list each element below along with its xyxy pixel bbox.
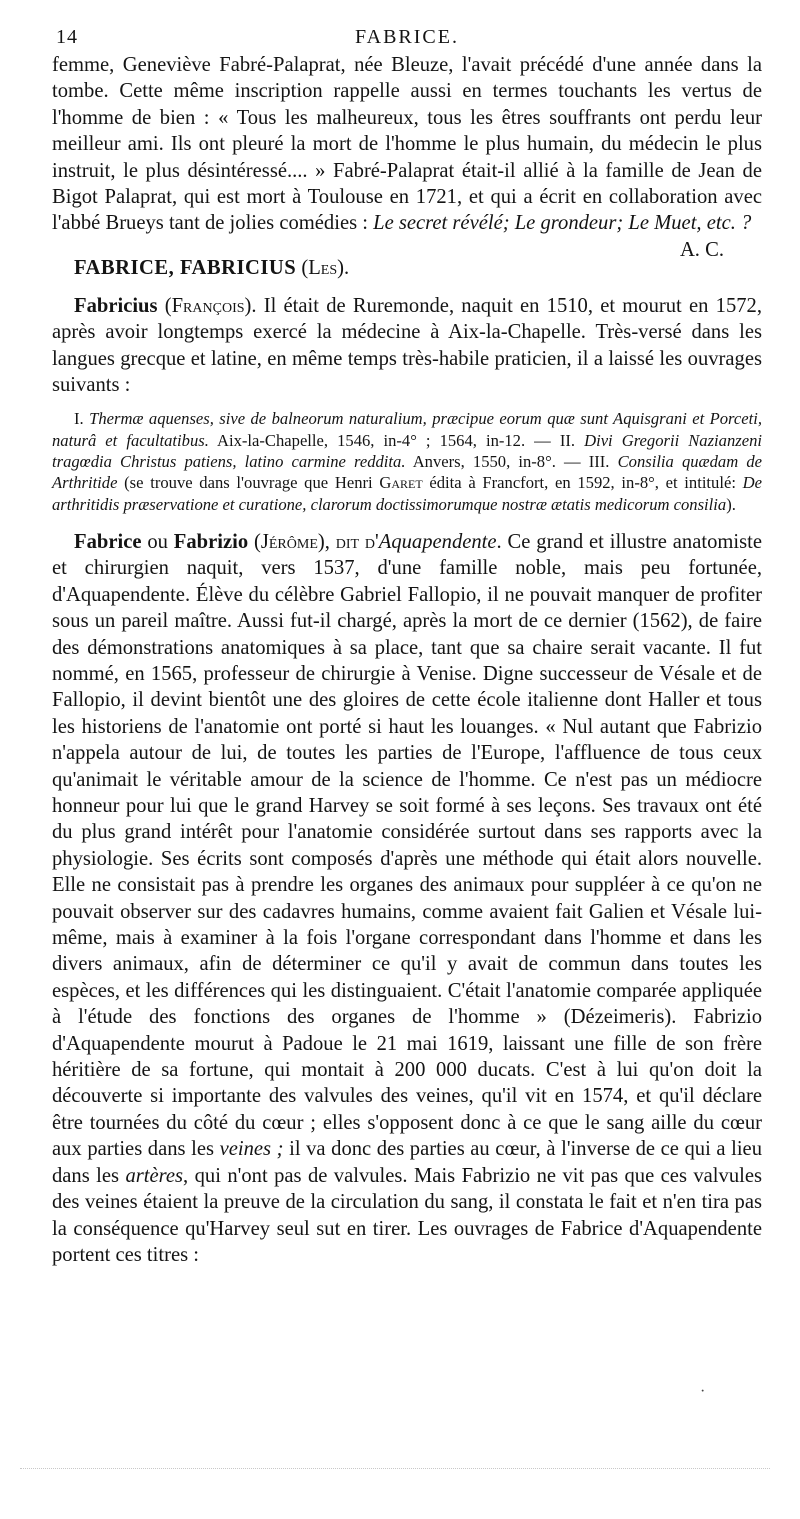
fabricius-bibliography (52, 408, 762, 514)
running-title: FABRICE. (355, 26, 459, 48)
section-heading-names: FABRICE, FABRICIUS (74, 256, 297, 279)
fabrizio-first-name: (Jérôme), dit d' (248, 530, 379, 553)
bib-item1-num: I. (74, 409, 90, 429)
bib-item1-title: Thermæ aquenses, sive de balneorum naturalium, præcipue eorum quæ sunt Aquisgrani et Porceti, naturâ et facultatibus. (52, 409, 762, 450)
bib-item1-pub: Aix-la-Chapelle, 1546, in-4° ; 1564, in-12. — II. (208, 430, 585, 450)
fabricius-first-name: (François). (157, 294, 264, 317)
fabricius-text: Il était de Ruremonde, naquit en 1510, et mourut en 1572, après avoir longtemps exercé la médecine à Aix-la-Chapelle. Très-versé dans les langues grecque et latine, en même temps très-habile praticien, il a laissé les ouvrages suivants : (52, 294, 762, 397)
section-heading-rest: (Les). (296, 256, 350, 279)
fabrizio-text-2: il va donc des parties au cœur, à l'inverse de ce qui a lieu dans les (52, 1138, 762, 1187)
stray-mark: · (700, 1383, 706, 1400)
page-number: 14 (56, 26, 78, 48)
author-signature: A. C. (679, 238, 724, 261)
running-head (52, 22, 762, 52)
fabrizio-epithet: Aquapendente (378, 530, 497, 553)
fabrizio-text-1: . Ce grand et illustre anatomiste et chirurgien naquit, vers 1537, d'une famille noble, mais peu fortunée, d'Aquapendente. Élève du célèbre Gabriel Fallopio, il ne pouvait manquer de profiter sous un pareil maître. Aussi fut-il chargé, après la mort de ce dernier (1562), de faire des démonstrations anatomiques à sa place, tant que sa chaire serait vacante. Il fut nommé, en 1565, professeur de chirurgie à Venise. Digne successeur de Vésale et de Fallopio, il devint bientôt une des gloires de cette école italienne dont Haller et tous les historiens de l'anatomie ont porté si haut les louanges. « Nul autant que Fabrizio n'appela autour de lui, de toutes les parties de l'Europe, l'affluence de tous ceux qu'animait le véritable amour de la science de l'homme. Ce n'est pas un médiocre honneur pour lui que le grand Harvey se soit formé à ses leçons. Ses travaux ont été du plus grand intérêt pour l'anatomie considérée surtout dans ses rapports avec la physiologie. Ses écrits sont composés d'après une méthode qui était alors nouvelle. Elle ne consistait pas à prendre les organes des animaux pour suppléer à ce qu'on ne pouvait observer sur des cadavres humains, comme avaient fait Galien et Vésale lui-même, mais à examiner à la fois l'organe correspondant dans l'homme et dans les divers animaux, afin de déterminer ce qu'il y avait de commun dans toutes les espèces, et les différences qui les distinguaient. C'était l'anatomie comparée appliquée à l'étude des fonctions des organes de l'homme » (Dézeimeris). Fabrizio d'Aquapendente mourut à Padoue le 21 mai 1619, laissant une fille de son frère héritière de sa fortune, qui montait à 200 000 ducats. C'est à lui qu'on doit la découverte si importante des valvules des veines, qu'il vit en 1574, et qu'il déclare être tournées du côté du cœur ; elles s'opposent donc à ce que le sang aille du cœur aux parties dans les (52, 530, 762, 1161)
fabrizio-paragraph (52, 529, 762, 1268)
fabrizio-name-a: Fabrice (74, 530, 142, 553)
intro-italic-titles: Le secret révélé; Le grondeur; Le Muet, etc. ? (373, 212, 752, 235)
fabrizio-name-b: Fabrizio (173, 530, 249, 553)
fabricius-paragraph (52, 293, 762, 399)
bib-item3-note-a: (se trouve dans l'ouvrage que Henri (117, 473, 380, 493)
fabricius-name: Fabricius (74, 294, 158, 317)
intro-paragraph (52, 52, 762, 261)
section-heading (52, 255, 762, 281)
bib-item2-title: Divi Gregorii Nazianzeni tragœdia Christus patiens, latino carmine reddita. (52, 430, 762, 472)
bib-item2-pub: Anvers, 1550, in-8°. — III. (405, 452, 618, 472)
scan-noise-divider (20, 1468, 770, 1470)
bib-item3-work: De arthritidis præservatione et curatione, clarorum doctissimorumque nostræ ætatis medicorum consilia (52, 473, 762, 514)
fabrizio-text-3: , qui n'ont pas de valvules. Mais Fabrizio ne vit pas que ces valvules des veines étaient la preuve de la circulation du sang, il constata le fait et n'en tira pas la conséquence qu'Harvey seul sut en tirer. Les ouvrages de Fabrice d'Aquapendente portent ces titres : (52, 1164, 763, 1266)
fabrizio-word-veines: veines ; (219, 1138, 284, 1161)
intro-text: femme, Geneviève Fabré-Palaprat, née Bleuze, l'avait précédé d'une année dans la tombe. Cette même inscription rappelle aussi en termes touchants les vertus de l'homme de bien : « Tous les malheureux, tous les êtres souffrants ont perdu leur meilleur ami. Ils ont pleuré la mort de l'homme le plus humain, du médecin le plus instruit, le plus désintéressé.... » Fabré-Palaprat était-il allié à la famille de Jean de Bigot Palaprat, qui est mort à Toulouse en 1721, et qui a écrit en collaboration avec l'abbé Brueys tant de jolies comédies : (52, 54, 762, 235)
fabrizio-or: ou (141, 530, 174, 553)
bib-item3-end: ). (726, 494, 736, 514)
bib-item3-title: Consilia quædam de Arthritide (52, 452, 762, 493)
fabrizio-word-arteres: artères (125, 1164, 184, 1187)
bib-item3-note-b: édita à Francfort, en 1592, in-8°, et intitulé: (422, 473, 743, 493)
bib-item3-author: Garet (379, 473, 423, 493)
